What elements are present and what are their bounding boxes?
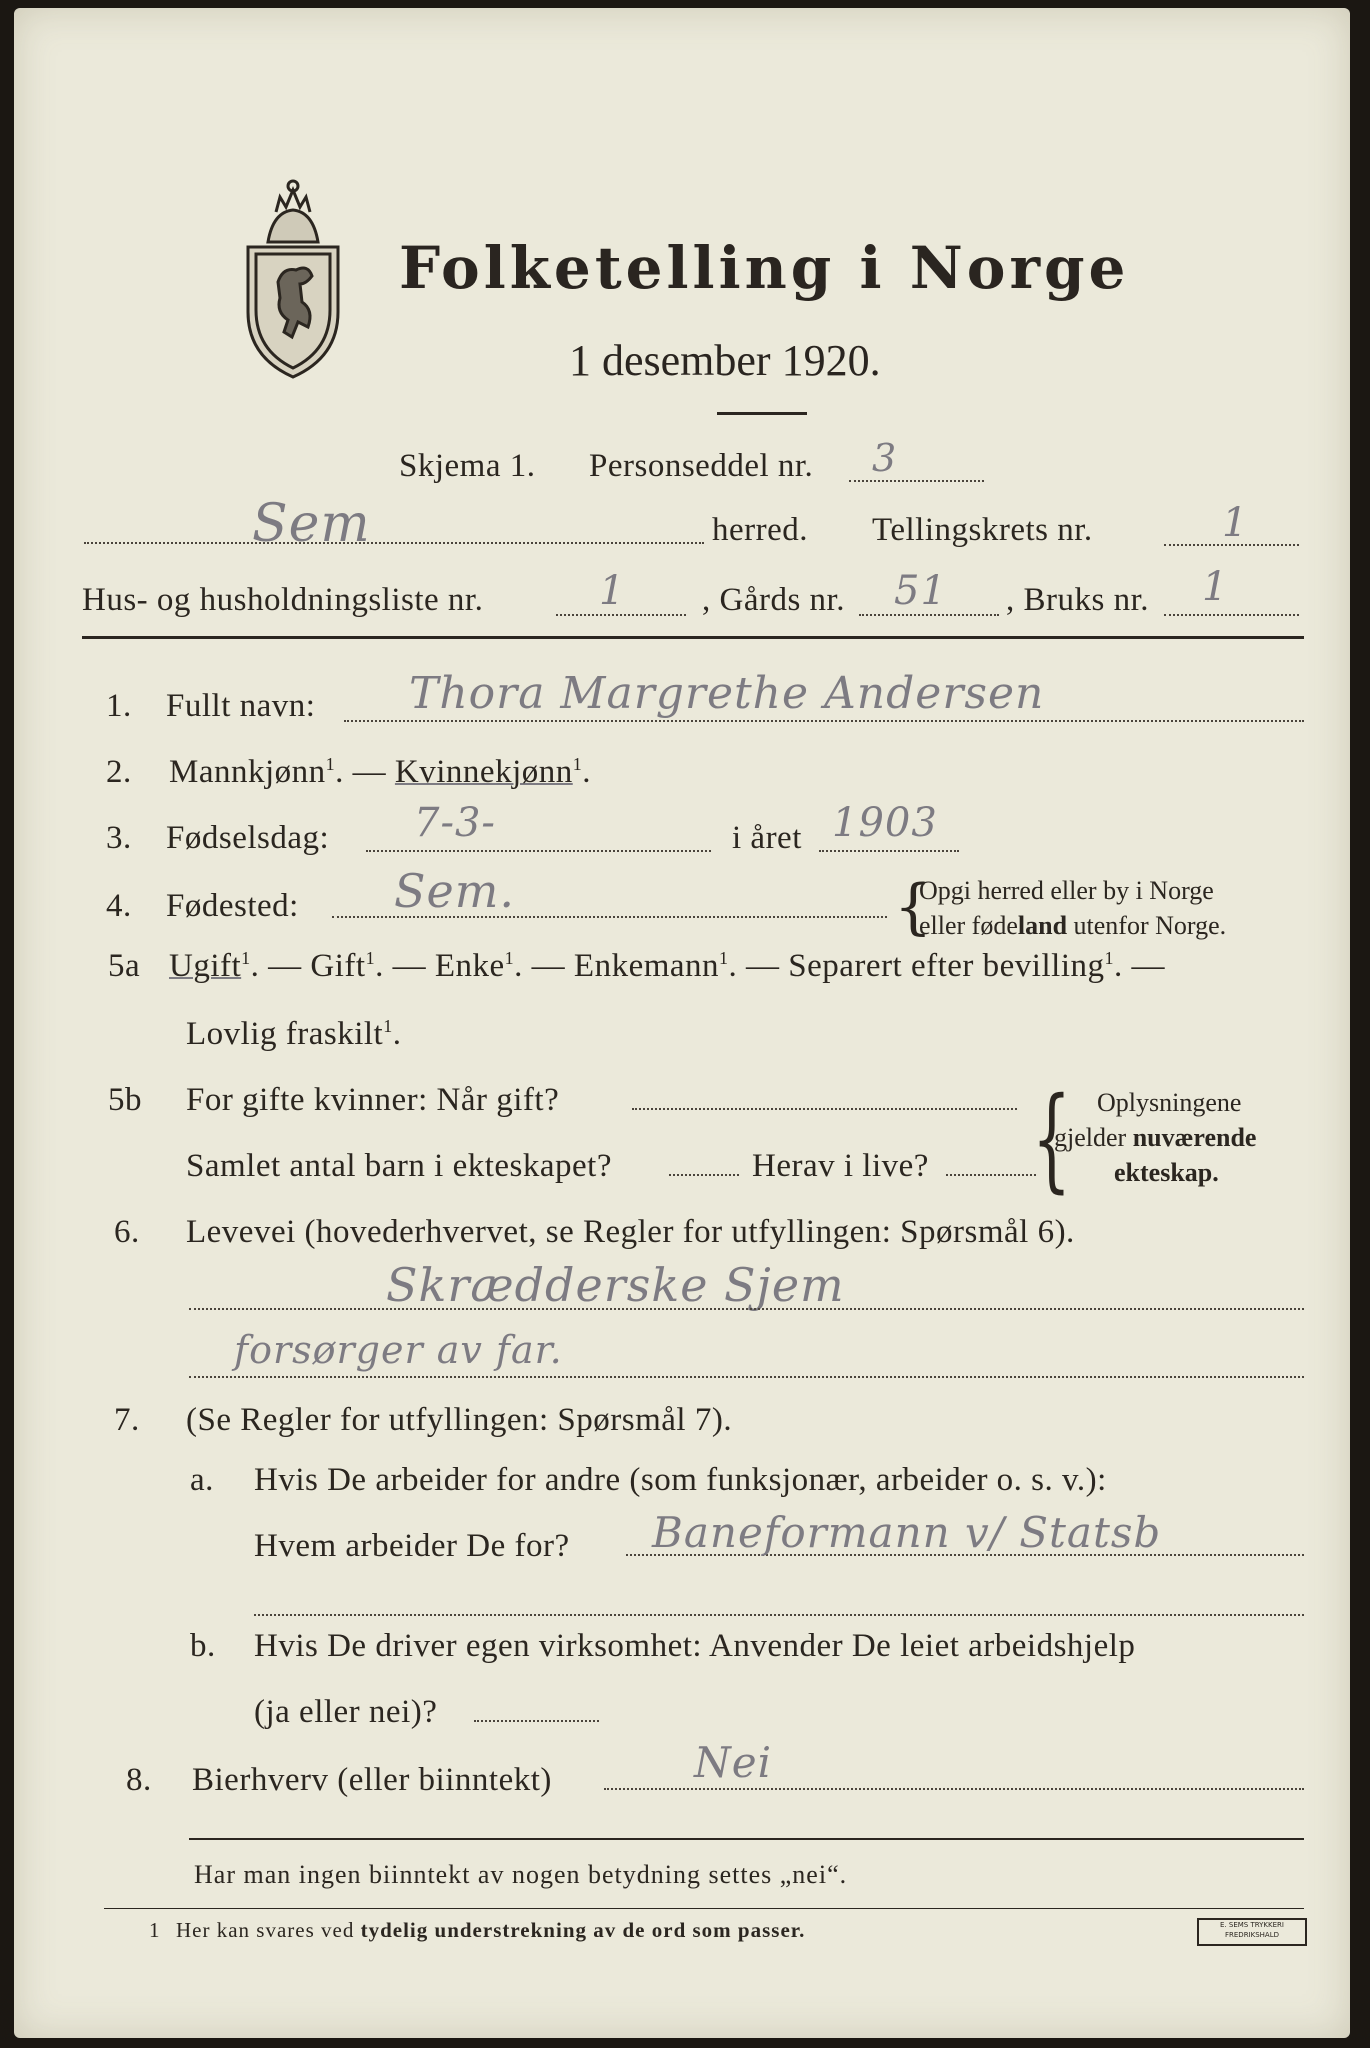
census-date: 1 desember 1920. [569, 336, 881, 385]
q7a-value: Baneformann v/ Statsb [652, 1508, 1162, 1557]
husholdningsliste-value: 1 [599, 568, 626, 614]
q5a-enkemann: . — Enkemann [514, 948, 720, 984]
q5a-fraskilt: Lovlig fraskilt [186, 1016, 384, 1052]
q7b-label-1: Hvis De driver egen virksomhet: Anvender De leiet arbeidshjelp [254, 1628, 1136, 1664]
q5a-ugift: Ugift [169, 948, 242, 984]
q4-note-2a: eller føde [919, 911, 1018, 940]
bruks-label: , Bruks nr. [1006, 582, 1150, 618]
q3-value: 7-3- [414, 800, 496, 846]
printer-stamp-line1: E. SEMS TRYKKERI [1220, 1921, 1284, 1929]
q5a-mark-e: 1 [1104, 948, 1114, 968]
q3-label: Fødselsdag: [166, 820, 330, 856]
q4-note-line2 [919, 911, 1226, 941]
footnote-divider [104, 1908, 1304, 1909]
gards-label: , Gårds nr. [702, 582, 845, 618]
q7-number: 7. [114, 1402, 140, 1438]
q5a-mark-f: 1 [383, 1016, 393, 1036]
q5b-line-3 [946, 1174, 1036, 1176]
census-form-sheet [14, 8, 1350, 2038]
q1-value: Thora Margrethe Andersen [409, 668, 1045, 719]
herred-label: herred. [712, 512, 809, 548]
q6-value-1: Skrædderske Sjem [386, 1258, 845, 1312]
q1-line [344, 720, 1304, 722]
q5a-enke: . — Enke [375, 948, 505, 984]
q8-line [604, 1788, 1304, 1790]
footer-divider [189, 1838, 1304, 1840]
q5a-number: 5a [108, 948, 141, 984]
q2-mannkjonn: Mannkjønn [169, 754, 326, 790]
q5a-line1 [169, 948, 1165, 985]
q4-brace: { [894, 872, 933, 942]
q4-note-2c: utenfor Norge. [1067, 911, 1227, 940]
q6-label: Levevei (hovederhvervet, se Regler for utfyllingen: Spørsmål 6). [186, 1214, 1075, 1250]
q8-label: Bierhverv (eller biinntekt) [192, 1762, 552, 1798]
footer-note: Har man ingen biinntekt av nogen betydning settes „nei“. [194, 1860, 848, 1889]
q5a-line2-end: . [392, 1016, 402, 1052]
q8-number: 8. [126, 1762, 152, 1798]
footnote-text-a: Her kan svares ved [176, 1918, 361, 1942]
q5a-mark-d: 1 [719, 948, 729, 968]
q8-value: Nei [694, 1738, 773, 1787]
q5b-line-1 [632, 1108, 1017, 1110]
q6-number: 6. [114, 1214, 140, 1250]
q4-note-line1: Opgi herred eller by i Norge [919, 876, 1214, 905]
husholdningsliste-line [556, 614, 686, 616]
herred-line [84, 542, 704, 544]
husholdningsliste-label: Hus- og husholdningsliste nr. [82, 582, 484, 618]
q3-number: 3. [106, 820, 132, 856]
bruks-value: 1 [1202, 564, 1229, 610]
q7b-letter: b. [190, 1628, 216, 1664]
q2-footnote-mark-b: 1 [572, 754, 583, 774]
bruks-line [1164, 614, 1299, 616]
q3-line [366, 850, 711, 852]
q1-number: 1. [106, 688, 132, 724]
q5b-note-2b: nuværende [1132, 1123, 1257, 1152]
q5a-separert: . — Separert efter bevilling [728, 948, 1105, 984]
q7a-letter: a. [190, 1462, 214, 1498]
q6-line-2 [189, 1376, 1304, 1378]
q4-label: Fødested: [166, 888, 299, 924]
norwegian-coat-of-arms-icon [228, 172, 358, 382]
q7a-label-1: Hvis De arbeider for andre (som funksjonær, arbeider o. s. v.): [254, 1462, 1107, 1498]
footnote-number: 1 [149, 1918, 160, 1942]
q6-line-1 [189, 1308, 1304, 1310]
q5b-label-3: Herav i live? [752, 1148, 929, 1184]
q7b-line [474, 1720, 599, 1722]
q2-number: 2. [106, 754, 132, 790]
q5b-note-1: Oplysningene [1097, 1088, 1242, 1117]
q7b-label-2: (ja eller nei)? [254, 1694, 438, 1730]
q5a-line2 [186, 1016, 401, 1053]
q6-value-2: forsørger av far. [234, 1328, 563, 1372]
tellingskrets-value: 1 [1222, 500, 1249, 546]
personseddel-label: Personseddel nr. [589, 448, 814, 484]
q2-kvinnekjonn: Kvinnekjønn [394, 754, 573, 790]
q5a-mark-c: 1 [504, 948, 515, 968]
skjema-label: Skjema 1. [399, 448, 536, 484]
q5b-label-2: Samlet antal barn i ekteskapet? [186, 1148, 613, 1184]
q7-label: (Se Regler for utfyllingen: Spørsmål 7). [186, 1402, 733, 1438]
herred-value: Sem [252, 494, 371, 554]
q3-year-value: 1903 [832, 800, 938, 846]
q5a-end: . — [1113, 948, 1165, 984]
personseddel-line [849, 480, 984, 482]
printer-stamp-line2: FREDRIKSHALD [1224, 1931, 1279, 1939]
q5b-number: 5b [108, 1082, 142, 1118]
q2-separator: . — [335, 754, 387, 790]
q5a-gift: . — Gift [250, 948, 366, 984]
gards-value: 51 [894, 568, 947, 614]
tellingskrets-label: Tellingskrets nr. [872, 512, 1093, 548]
printer-stamp [1197, 1918, 1307, 1946]
q5a-mark-b: 1 [365, 948, 376, 968]
q3-year-label: i året [732, 820, 802, 856]
q2-footnote-mark-a: 1 [325, 754, 336, 774]
q7a-label-2: Hvem arbeider De for? [254, 1528, 570, 1564]
q5a-mark-a: 1 [241, 948, 251, 968]
q5b-label-1: For gifte kvinner: Når gift? [186, 1082, 560, 1118]
q2-label: Mannkjønn$^1$. — Kvinnekjønn$^1$. [169, 754, 591, 790]
form-title: Folketelling i Norge [399, 234, 1130, 302]
q5b-line-2 [669, 1174, 739, 1176]
q5b-note-2a: gjelder [1054, 1123, 1133, 1152]
q1-label: Fullt navn: [166, 688, 316, 724]
q4-note-2b: land [1017, 911, 1068, 940]
q4-value: Sem. [394, 864, 515, 918]
q5b-note-3: ekteskap. [1114, 1158, 1219, 1187]
q5b-brace: { [1032, 1074, 1072, 1204]
personseddel-value: 3 [872, 436, 898, 480]
q7a-line-2 [254, 1614, 1304, 1616]
header-divider [82, 636, 1304, 639]
title-divider [717, 412, 807, 415]
gards-line [859, 614, 999, 616]
q3-year-line [819, 850, 959, 852]
footnote-text-b: tydelig understrekning av de ord som passer. [360, 1918, 806, 1942]
q5b-note-2 [1054, 1123, 1256, 1153]
footnote-text [176, 1918, 805, 1943]
q4-number: 4. [106, 888, 132, 924]
